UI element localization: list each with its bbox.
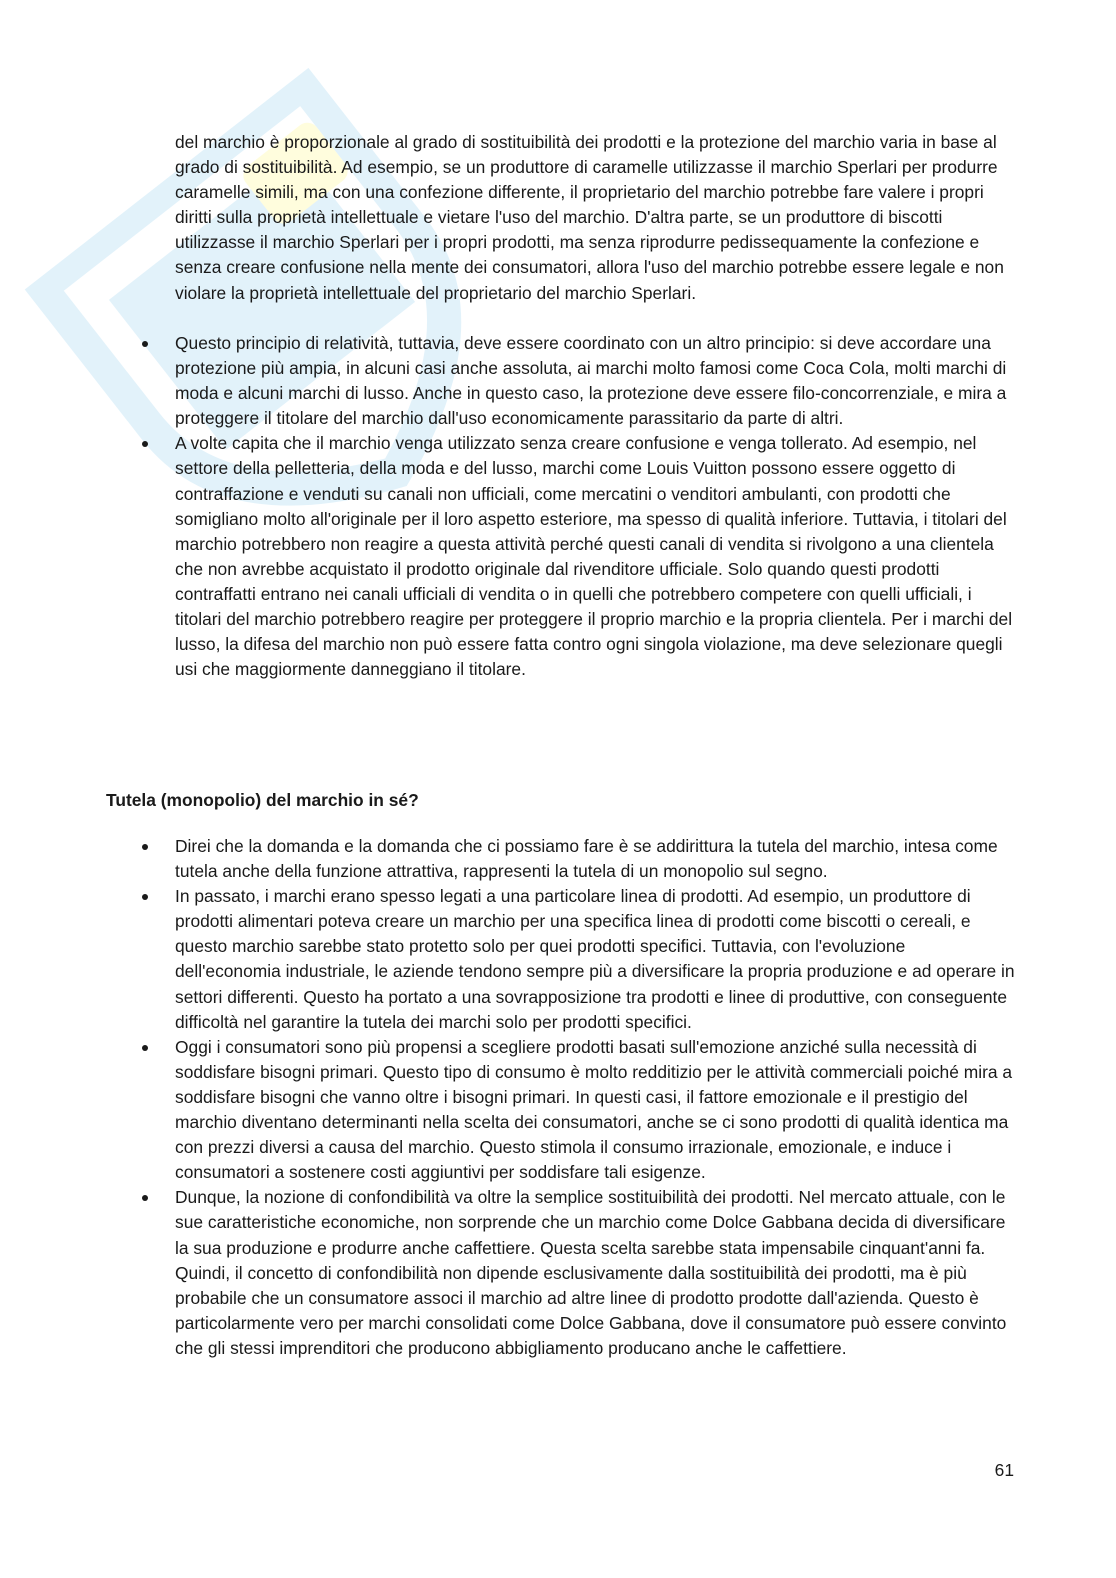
list-item-text: A volte capita che il marchio venga utilizzato senza creare confusione e venga tollerato. Ad esempio, nel settore della pelletteria, della moda e del lusso, marchi come Louis Vuitton possono essere oggetto di contraffazione e venduti su canali non ufficiali, come mercatini o venditori ambulanti, con prodotti che somigliano molto all'originale per il loro aspetto esteriore, ma spesso di qualità inferiore. Tuttavia, i titolari del marchio potrebbero non reagire a questa attività perché questi canali di vendita si rivolgono a una clientela che non avrebbe acquistato il prodotto originale dal rivenditore ufficiale. Solo quando questi prodotti contraffatti entrano nei canali ufficiali di vendita o in quelli che potrebbero competere con quelli ufficiali, i titolari del marchio potrebbero reagire per proteggere il proprio marchio e la propria clientela. Per i marchi del lusso, la difesa del marchio non può essere fatta contro ogni singola violazione, ma deve selezionare quegli usi che maggiormente danneggiano il titolare. [175,433,1013,680]
bullet-icon [142,441,148,447]
list-item [175,1185,1015,1361]
bullet-icon [142,341,148,347]
bullet-icon [142,894,148,900]
list-item-text: In passato, i marchi erano spesso legati a una particolare linea di prodotti. Ad esempio, un produttore di prodotti alimentari poteva creare un marchio per una specifica linea di prodotti come biscotti o cereali, e questo marchio sarebbe stato protetto solo per quei prodotti specifici. Tuttavia, con l'evoluzione dell'economia industriale, le aziende tendono sempre più a diversificare la propria produzione e ad operare in settori differenti. Questo ha portato a una sovrapposizione tra prodotti e linee di produttive, con conseguente difficoltà nel garantire la tutela dei marchi solo per prodotti specifici. [175,886,1015,1032]
list-item-text: Direi che la domanda e la domanda che ci possiamo fare è se addirittura la tutela del marchio, intesa come tutela anche della funzione attrattiva, rappresenti la tutela di un monopolio sul segno. [175,836,998,882]
bullet-icon [142,844,148,850]
list-item [175,1035,1015,1186]
list-item [175,431,1015,682]
bullet-icon [142,1195,148,1201]
continuation-paragraph [175,130,1015,306]
bullet-icon [142,1045,148,1051]
list-item-text: Dunque, la nozione di confondibilità va oltre la semplice sostituibilità dei prodotti. Nel mercato attuale, con le sue caratteristiche economiche, non sorprende che un marchio come Dolce Gabbana decida di diversificare la sua produzione e produrre anche caffettiere. Questa scelta sarebbe stata impensabile cinquant'anni fa. Quindi, il concetto di confondibilità non dipende esclusivamente dalla sostituibilità dei prodotti, ma è più probabile che un consumatore associ il marchio ad altre linee di prodotto prodotte dall'azienda. Questo è particolarmente vero per marchi consolidati come Dolce Gabbana, dove il consumatore può essere convinto che gli stessi imprenditori che producono abbigliamento producano anche le caffettiere. [175,1187,1007,1358]
list-item-text: Questo principio di relatività, tuttavia, deve essere coordinato con un altro principio: si deve accordare una protezione più ampia, in alcuni casi anche assoluta, ai marchi molto famosi come Coca Cola, molti marchi di moda e alcuni marchi di lusso. Anche in questo caso, la protezione deve essere filo-concorrenziale, e mira a proteggere il titolare del marchio dall'uso economicamente parassitario da parte di altri. [175,333,1007,429]
bullet-list-2 [175,834,1015,1361]
bullet-list-1 [175,331,1015,682]
list-item [175,331,1015,431]
list-item [175,884,1015,1035]
list-item-text: Oggi i consumatori sono più propensi a scegliere prodotti basati sull'emozione anziché sulla necessità di soddisfare bisogni primari. Questo tipo di consumo è molto redditizio per le attività commerciali poiché mira a soddisfare bisogni che vanno oltre i bisogni primari. In questi casi, il fattore emozionale e il prestigio del marchio diventano determinanti nella scelta dei consumatori, anche se ci sono prodotti di qualità identica ma con prezzi diversi a causa del marchio. Questo stimola il consumo irrazionale, emozionale, e induce i consumatori a sostenere costi aggiuntivi per soddisfare tali esigenze. [175,1036,1013,1183]
list-item [175,834,1015,884]
section-heading: Tutela (monopolio) del marchio in sé? [106,790,419,810]
page-number: 61 [994,1460,1014,1480]
paragraph-text: del marchio è proporzionale al grado di sostituibilità dei prodotti e la protezione del marchio varia in base al grado di sostituibilità. Ad esempio, se un produttore di caramelle utilizzasse il marchio Sperlari per produrre caramelle simili, ma con una confezione differente, il proprietario del marchio potrebbe fare valere i propri diritti sulla proprietà intellettuale e vietare l'uso del marchio. D'altra parte, se un produttore di biscotti utilizzasse il marchio Sperlari per i propri prodotti, ma senza riprodurre pedissequamente la confezione e senza creare confusione nella mente dei consumatori, allora l'uso del marchio potrebbe essere legale e non violare la proprietà intellettuale del proprietario del marchio Sperlari. [175,132,1004,303]
